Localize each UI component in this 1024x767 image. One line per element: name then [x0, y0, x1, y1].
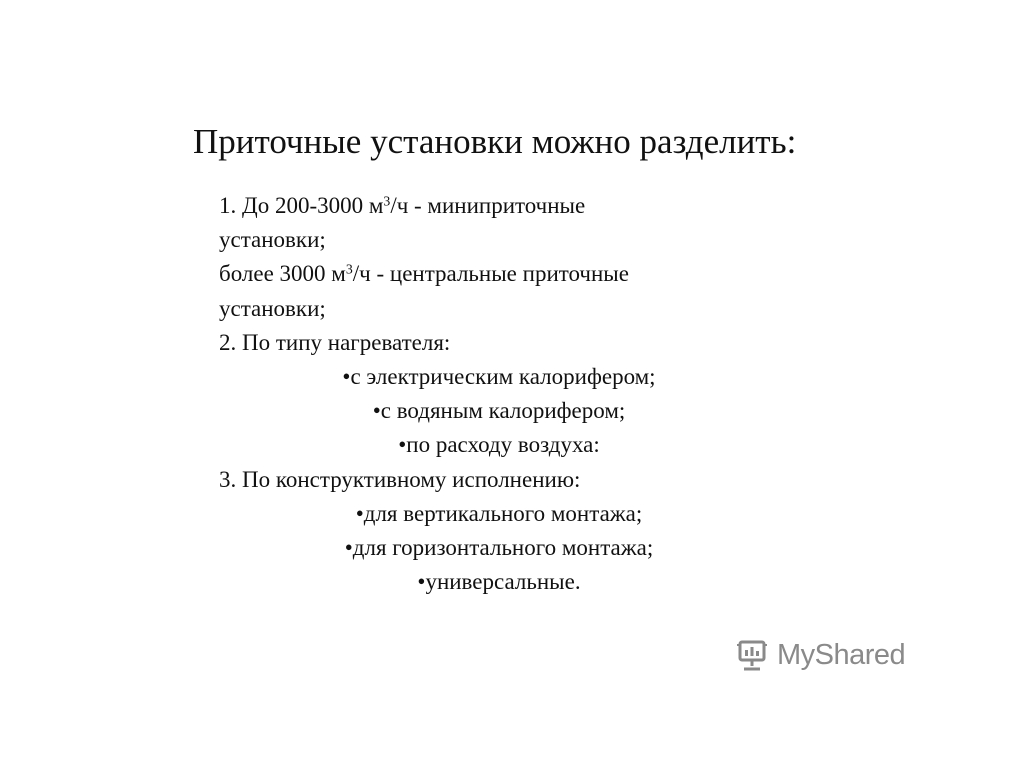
item3-bullet: •для вертикального монтажа; — [355, 500, 643, 526]
item2-bullet: •по расходу воздуха: — [398, 432, 600, 458]
item2-bullet: •с водяным калорифером; — [372, 398, 626, 424]
item2-bullet: •с электрическим калорифером; — [342, 363, 656, 389]
watermark — [735, 635, 905, 675]
item2-heading: 2. По типу нагревателя: — [219, 329, 451, 355]
item1-line4: установки; — [219, 295, 326, 321]
item1-line3-suffix: /ч - центральные приточные — [352, 261, 629, 287]
item3-bullet: •для горизонтального монтажа; — [344, 534, 654, 560]
item1-line1-suffix: /ч - миниприточные — [390, 193, 586, 218]
item1-line3-prefix: более 3000 м — [219, 261, 346, 287]
item1-line1 — [219, 189, 779, 223]
slide-body — [219, 189, 779, 599]
item1-line1-sup: 3 — [383, 193, 391, 209]
item3-heading: 3. По конструктивному исполнению: — [219, 466, 581, 492]
item1-line3-sup: 3 — [345, 261, 353, 277]
presentation-board-icon — [735, 639, 769, 671]
item1-line3 — [219, 257, 779, 291]
item1-line1-prefix: 1. До 200-3000 м — [219, 193, 384, 218]
slide-title: Приточные установки можно разделить: — [193, 122, 797, 161]
watermark-text: MyShared — [777, 638, 906, 671]
item3-bullet: •универсальные. — [417, 569, 581, 595]
item1-line2: установки; — [219, 227, 326, 253]
